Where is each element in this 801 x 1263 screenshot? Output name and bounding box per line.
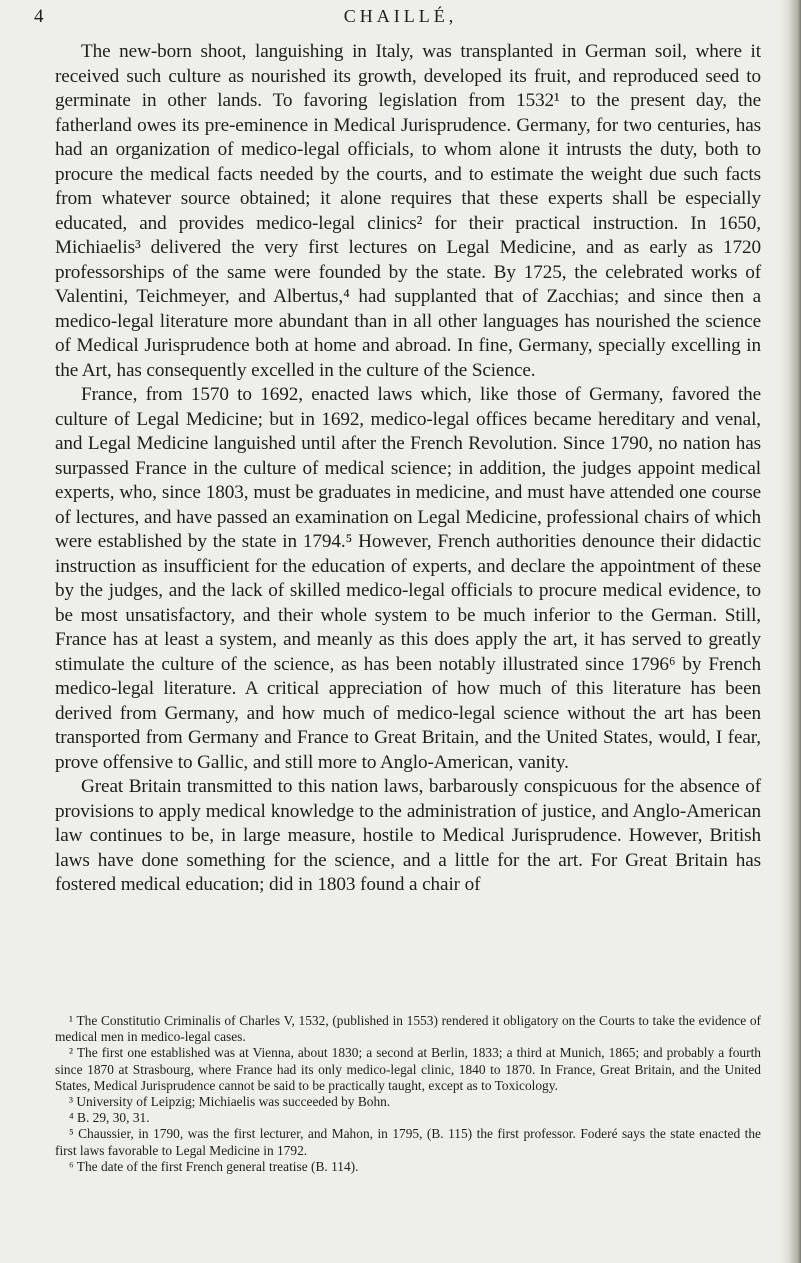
- footnote-2: ² The first one established was at Vienna, about 1830; a second at Berlin, 1833; a third at Munich, 1865; and probably a fourth since 1870 at Strasbourg, where France had its only medico-legal clinic, 1840 to 1870. In France, Great Britain, and the United States, Medical Jurisprudence cannot be said to be practically taught, except as to Toxicology.: [55, 1045, 761, 1093]
- footnotes: [55, 1013, 761, 1175]
- page-number: 4: [34, 6, 44, 27]
- paragraph-great-britain: Great Britain transmitted to this nation laws, barbarously conspicuous for the absence of provisions to apply medical knowledge to the administration of justice, and Anglo-American law continues to be, in large measure, hostile to Medical Jurisprudence. However, British laws have done something for the science, and a little for the art. For Great Britain has fostered medical education; did in 1803 found a chair of: [55, 776, 761, 895]
- main-text: [55, 40, 761, 898]
- running-head: CHAILLÉ,: [343, 6, 458, 26]
- footnote-4: ⁴ B. 29, 30, 31.: [69, 1110, 150, 1126]
- page-edge-shadow: [779, 0, 801, 1263]
- paragraph-germany: The new-born shoot, languishing in Italy, was transplanted in German soil, where it received such culture as nourished its growth, developed its fruit, and reproduced seed to germinate in other lands. To favoring legislation from 1532¹ to the present day, the fatherland owes its pre-eminence in Medical Jurisprudence. Germany, for two centuries, has had an organization of medico-legal officials, to whom alone it intrusts the duty, both to procure the medical facts needed by the courts, and to estimate the weight due such facts from whatever source obtained; it alone requires that these experts shall be especially educated, and provides medico-legal clinics² for their practical instruction. In 1650, Michiaelis³ delivered the very first lectures on Legal Medicine, and as early as 1720 professorships of the same were founded by the state. By 1725, the celebrated works of Valentini, Teichmeyer, and Albertus,⁴ had supplanted that of Zacchias; and since then a medico-legal literature more abundant than in all other languages has nourished the science of Medical Jurisprudence both at home and abroad. In fine, Germany, specially excelling in the Art, has consequently excelled in the culture of the Science.: [55, 41, 761, 381]
- footnote-5: ⁵ Chaussier, in 1790, was the first lecturer, and Mahon, in 1795, (B. 115) the first professor. Foderé says the state enacted the first laws favorable to Legal Medicine in 1792.: [55, 1126, 761, 1158]
- footnote-3: ³ University of Leipzig; Michiaelis was succeeded by Bohn.: [69, 1094, 391, 1110]
- paragraph-france: France, from 1570 to 1692, enacted laws which, like those of Germany, favored the culture of Legal Medicine; but in 1692, medico-legal offices became hereditary and venal, and Legal Medicine languished until after the French Revolution. Since 1790, no nation has surpassed France in the culture of medical science; in addition, the judges appoint medical experts, who, since 1803, must be graduates in medicine, and must have attended one course of lectures, and have passed an examination on Legal Medicine, professional chairs of which were established by the state in 1794.⁵ However, French authorities denounce their didactic instruction as insufficient for the education of experts, and declare the appointment of these by the judges, and the lack of skilled medico-legal officials to procure medical evidence, to be most unsatisfactory, and their whole system to be much inferior to the German. Still, France has at least a system, and meanly as this does apply the art, it has served to greatly stimulate the culture of the science, as has been notably illustrated since 1796⁶ by French medico-legal literature. A critical appreciation of how much of this literature has been derived from Germany, and how much of medico-legal science without the art has been transported from Germany and France to Great Britain, and the United States, would, I fear, prove offensive to Gallic, and still more to Anglo-American, vanity.: [55, 384, 761, 773]
- footnote-1: ¹ The Constitutio Criminalis of Charles V, 1532, (published in 1553) rendered it obligatory on the Courts to take the evidence of medical men in medico-legal cases.: [55, 1013, 761, 1045]
- footnote-6: ⁶ The date of the first French general treatise (B. 114).: [69, 1158, 359, 1174]
